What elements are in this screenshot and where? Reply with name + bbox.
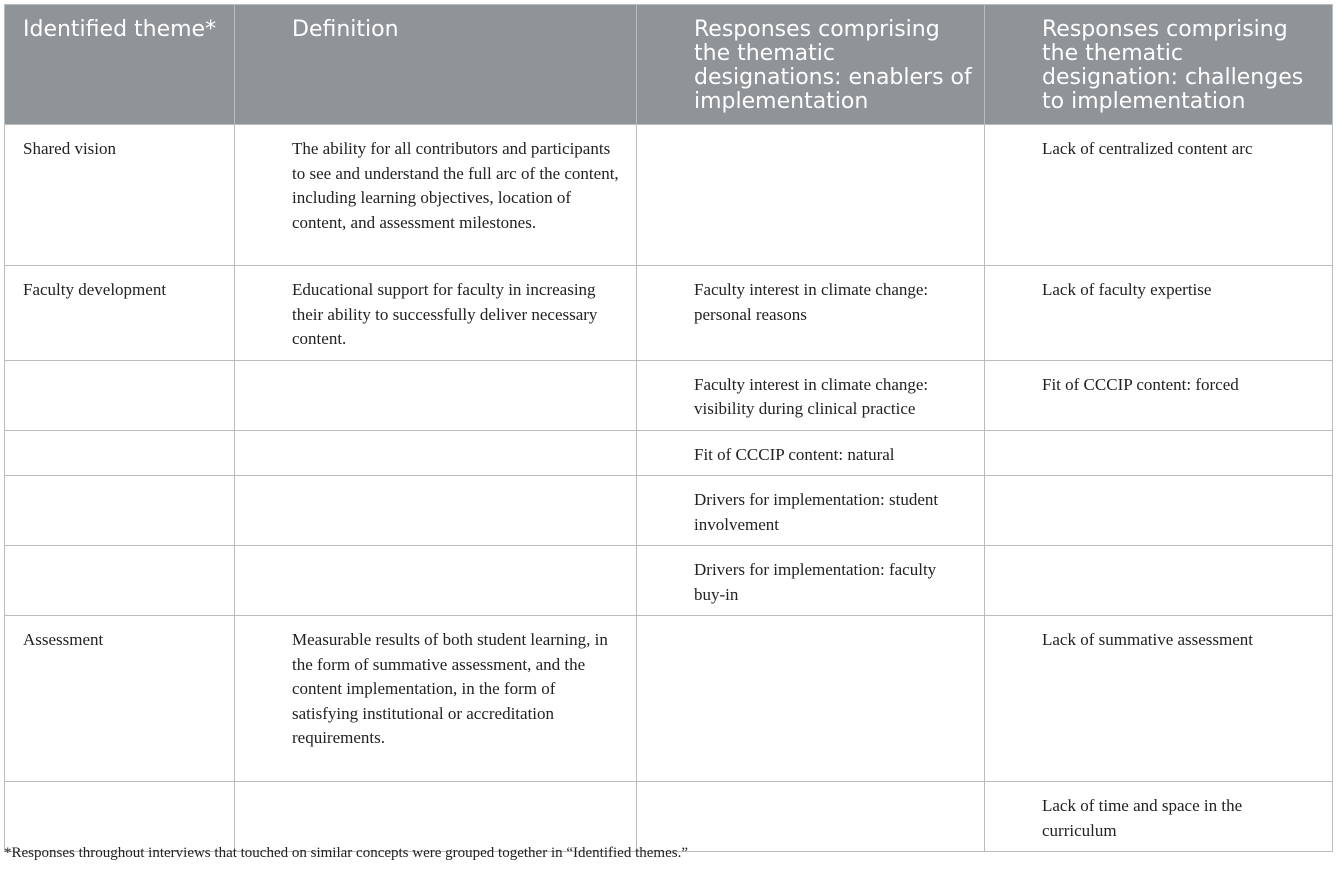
challenge-cell: Lack of summative assessment	[985, 616, 1333, 782]
theme-cell	[5, 546, 235, 616]
challenge-cell: Fit of CCCIP content: forced	[985, 360, 1333, 430]
theme-cell	[5, 430, 235, 476]
header-challenges: Responses comprising the thematic designation: challenges to implementation	[985, 5, 1333, 125]
table-footnote: *Responses throughout interviews that touched on similar concepts were grouped together in “Identified themes.”	[4, 845, 688, 861]
themes-table	[4, 4, 1333, 852]
challenge-cell: Lack of centralized content arc	[985, 125, 1333, 266]
theme-cell: Faculty development	[5, 266, 235, 361]
theme-cell	[5, 476, 235, 546]
enabler-cell: Faculty interest in climate change: visibility during clinical practice	[637, 360, 985, 430]
header-enablers: Responses comprising the thematic designations: enablers of implementation	[637, 5, 985, 125]
enabler-cell: Fit of CCCIP content: natural	[637, 430, 985, 476]
challenge-cell: Lack of faculty expertise	[985, 266, 1333, 361]
theme-cell: Assessment	[5, 616, 235, 782]
enabler-cell	[637, 782, 985, 852]
table-row	[5, 782, 1333, 852]
definition-cell	[235, 430, 637, 476]
enabler-cell	[637, 616, 985, 782]
theme-cell	[5, 360, 235, 430]
table-row	[5, 430, 1333, 476]
definition-cell	[235, 476, 637, 546]
table-row	[5, 125, 1333, 266]
enabler-cell: Faculty interest in climate change: personal reasons	[637, 266, 985, 361]
theme-cell	[5, 782, 235, 852]
enabler-cell: Drivers for implementation: student involvement	[637, 476, 985, 546]
definition-cell: Measurable results of both student learning, in the form of summative assessment, and the content implementation, in the form of satisfying institutional or accreditation requirements.	[235, 616, 637, 782]
table-row	[5, 476, 1333, 546]
challenge-cell: Lack of time and space in the curriculum	[985, 782, 1333, 852]
enabler-cell	[637, 125, 985, 266]
definition-cell	[235, 546, 637, 616]
theme-cell: Shared vision	[5, 125, 235, 266]
definition-cell: The ability for all contributors and participants to see and understand the full arc of the content, including learning objectives, location of content, and assessment milestones.	[235, 125, 637, 266]
table-header-row	[5, 5, 1333, 125]
table-row	[5, 546, 1333, 616]
table-row	[5, 616, 1333, 782]
table-row	[5, 266, 1333, 361]
challenge-cell	[985, 546, 1333, 616]
challenge-cell	[985, 476, 1333, 546]
header-definition: Definition	[235, 5, 637, 125]
header-identified-theme: Identified theme*	[5, 5, 235, 125]
definition-cell: Educational support for faculty in increasing their ability to successfully deliver necessary content.	[235, 266, 637, 361]
enabler-cell: Drivers for implementation: faculty buy-in	[637, 546, 985, 616]
definition-cell	[235, 360, 637, 430]
challenge-cell	[985, 430, 1333, 476]
definition-cell	[235, 782, 637, 852]
table-row	[5, 360, 1333, 430]
